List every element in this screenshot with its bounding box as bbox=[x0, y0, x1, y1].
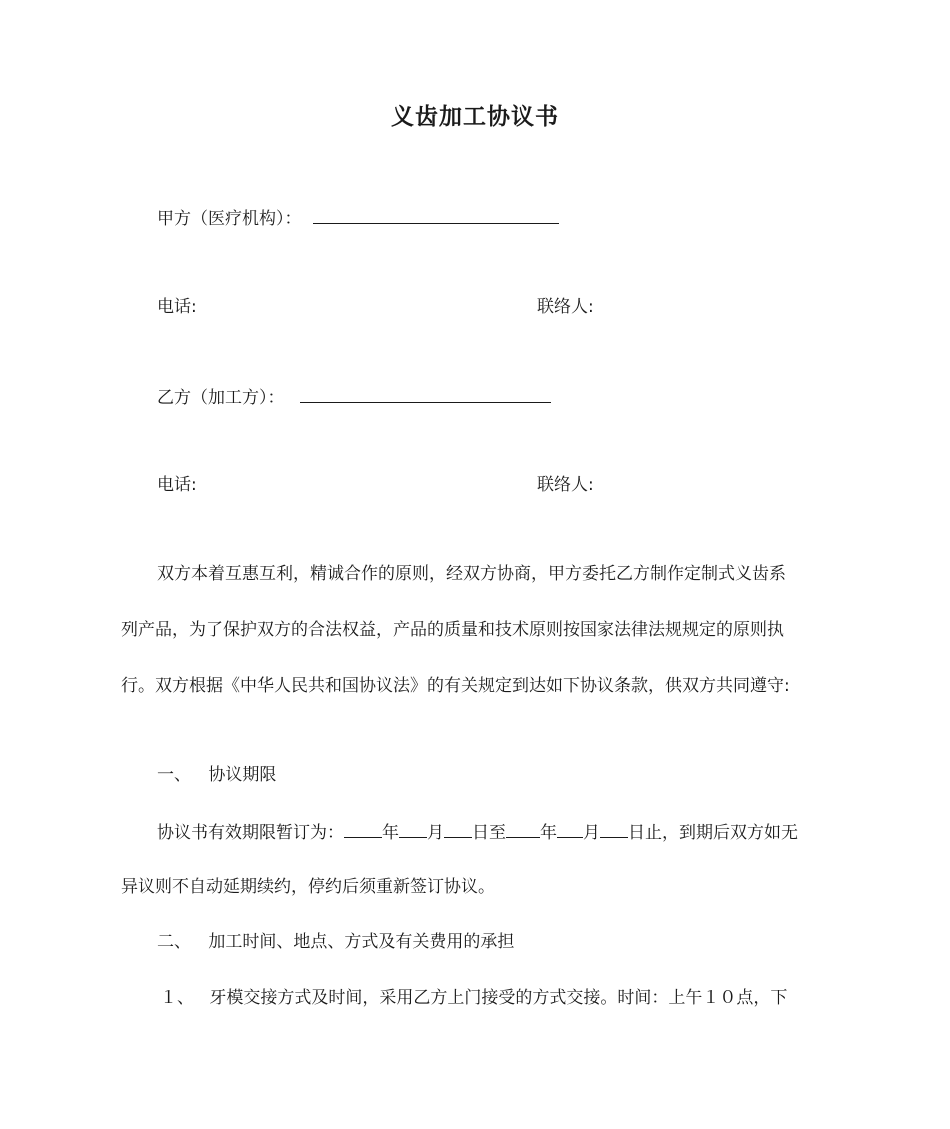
start-month-label: 月 bbox=[427, 823, 444, 843]
end-month-label: 月 bbox=[583, 823, 600, 843]
party-b-name-field[interactable] bbox=[300, 384, 551, 403]
end-year-label: 年 bbox=[540, 823, 557, 843]
intro-line-1: 双方本着互惠互利，精诚合作的原则，经双方协商，甲方委托乙方制作定制式义齿系 bbox=[157, 564, 786, 584]
start-month-field[interactable] bbox=[399, 819, 427, 838]
end-day-label: 日止，到期后双方如无 bbox=[628, 823, 798, 843]
page-title: 义齿加工协议书 bbox=[391, 104, 559, 130]
party-a-row bbox=[157, 205, 559, 231]
section-2-heading: 加工时间、地点、方式及有关费用的承担 bbox=[208, 932, 515, 952]
section-1-line-1 bbox=[157, 819, 798, 845]
section-2-number: 二、 bbox=[157, 932, 191, 952]
party-b-row bbox=[157, 384, 551, 410]
party-b-contact-label: 联络人: bbox=[537, 475, 594, 495]
start-year-label: 年 bbox=[382, 823, 399, 843]
section-1-heading-row bbox=[157, 763, 276, 787]
section-2-heading-row bbox=[157, 930, 514, 954]
start-year-field[interactable] bbox=[344, 819, 382, 838]
party-a-label: 甲方（医疗机构）： bbox=[157, 209, 302, 229]
intro-line-2: 列产品，为了保护双方的合法权益，产品的质量和技术原则按国家法律法规规定的原则执 bbox=[121, 620, 784, 640]
term-prefix: 协议书有效期限暂订为： bbox=[157, 823, 344, 843]
section-1-heading: 协议期限 bbox=[208, 765, 277, 785]
intro-line-3: 行。双方根据《中华人民共和国协议法》的有关规定到达如下协议条款，供双方共同遵守: bbox=[121, 676, 790, 696]
party-a-contact-label: 联络人: bbox=[537, 297, 594, 317]
party-b-phone-label: 电话: bbox=[157, 475, 197, 495]
party-a-name-field[interactable] bbox=[313, 205, 559, 224]
end-day-field[interactable] bbox=[600, 819, 628, 838]
start-day-field[interactable] bbox=[444, 819, 472, 838]
start-day-label: 日至 bbox=[472, 823, 506, 843]
section-1-line-2: 异议则不自动延期续约，停约后须重新签订协议。 bbox=[121, 877, 495, 897]
section-1-number: 一、 bbox=[157, 765, 191, 785]
end-year-field[interactable] bbox=[506, 819, 540, 838]
party-a-phone-label: 电话: bbox=[157, 297, 197, 317]
section-2-item-1-number: １、 bbox=[160, 988, 194, 1008]
party-b-label: 乙方（加工方）： bbox=[157, 388, 285, 408]
end-month-field[interactable] bbox=[557, 819, 583, 838]
section-2-item-1 bbox=[160, 986, 787, 1010]
section-2-item-1-text: 牙模交接方式及时间，采用乙方上门接受的方式交接。时间：上午１０点，下 bbox=[209, 988, 788, 1008]
